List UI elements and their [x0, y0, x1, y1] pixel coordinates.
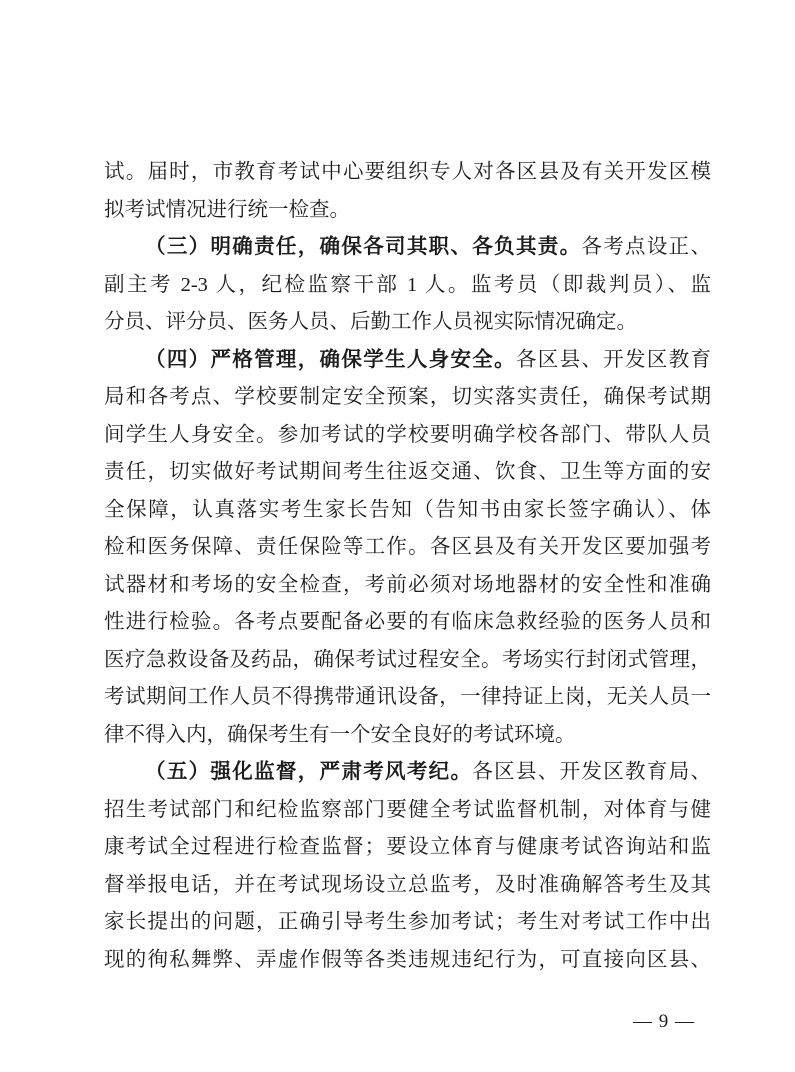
line-text: 性进行检验。各考点要配备必要的有临床急救经验的医务人员和: [104, 611, 711, 633]
text-line: [104, 154, 711, 192]
line-text: 间学生人身安全。参加考试的学校要明确学校各部门、带队人员: [104, 423, 711, 446]
text-line: [104, 304, 711, 342]
text-line: [104, 942, 711, 980]
line-text: 全保障，认真落实考生家长告知（告知书由家长签字确认）、体: [104, 498, 711, 521]
text-line: [104, 342, 711, 380]
line-text: 试。届时，市教育考试中心要组织专人对各区县及有关开发区模: [104, 161, 711, 183]
section-heading-5: （五）强化监督，严肃考风考纪。: [145, 761, 473, 783]
line-text: 各区县、开发区教育局、: [472, 761, 712, 783]
text-line: [104, 717, 711, 755]
text-line: [104, 267, 711, 305]
line-text: 责任，切实做好考试期间考生往返交通、饮食、卫生等方面的安: [104, 461, 711, 483]
text-line: [104, 379, 711, 417]
line-text: 律不得入内，确保考生有一个安全良好的考试环境。: [104, 723, 576, 746]
text-line: [104, 642, 711, 680]
text-line: [104, 867, 711, 905]
text-line: [104, 904, 711, 942]
text-line: [104, 792, 711, 830]
text-line: [104, 492, 711, 530]
page-number: — 9 —: [633, 1011, 695, 1032]
line-text: 家长提出的问题，正确引导考生参加考试；考生对考试工作中出: [104, 911, 711, 933]
line-text: 医疗急救设备及药品，确保考试过程安全。考场实行封闭式管理，: [104, 648, 711, 671]
line-text: 试器材和考场的安全检查，考前必须对场地器材的安全性和准确: [104, 573, 711, 596]
text-line: [104, 417, 711, 455]
line-text: 康考试全过程进行检查监督；要设立体育与健康考试咨询站和监: [104, 836, 711, 858]
line-text: 检和医务保障、责任保险等工作。各区县及有关开发区要加强考: [104, 536, 711, 558]
line-text: 考试期间工作人员不得携带通讯设备，一律持证上岗，无关人员一: [104, 686, 711, 708]
text-line: [104, 679, 711, 717]
text-line: [104, 192, 711, 230]
line-text: 各区县、开发区教育: [515, 348, 712, 371]
text-line: [104, 754, 711, 792]
section-heading-3: （三）明确责任，确保各司其职、各负其责。: [145, 236, 582, 258]
text-line: [104, 229, 711, 267]
text-line: [104, 829, 711, 867]
section-heading-4: （四）严格管理，确保学生人身安全。: [145, 348, 516, 371]
line-text: 督举报电话，并在考试现场设立总监考，及时准确解答考生及其: [104, 873, 711, 896]
text-line: [104, 604, 711, 642]
line-text: 现的徇私舞弊、弄虚作假等各类违规违纪行为，可直接向区县、: [104, 948, 711, 971]
text-line: [104, 454, 711, 492]
line-text: 拟考试情况进行统一检查。: [104, 198, 350, 221]
text-line: [104, 529, 711, 567]
line-text: 副主考 2-3 人，纪检监察干部 1 人。监考员（即裁判员）、监: [104, 273, 711, 296]
line-text: 局和各考点、学校要制定安全预案，切实落实责任，确保考试期: [104, 386, 711, 408]
line-text: 各考点设正、: [581, 236, 712, 258]
line-text: 分员、评分员、医务人员、后勤工作人员视实际情况确定。: [104, 311, 637, 333]
line-text: 招生考试部门和纪检监察部门要健全考试监督机制，对体育与健: [104, 798, 711, 821]
text-line: [104, 567, 711, 605]
document-text-block: [104, 154, 711, 979]
